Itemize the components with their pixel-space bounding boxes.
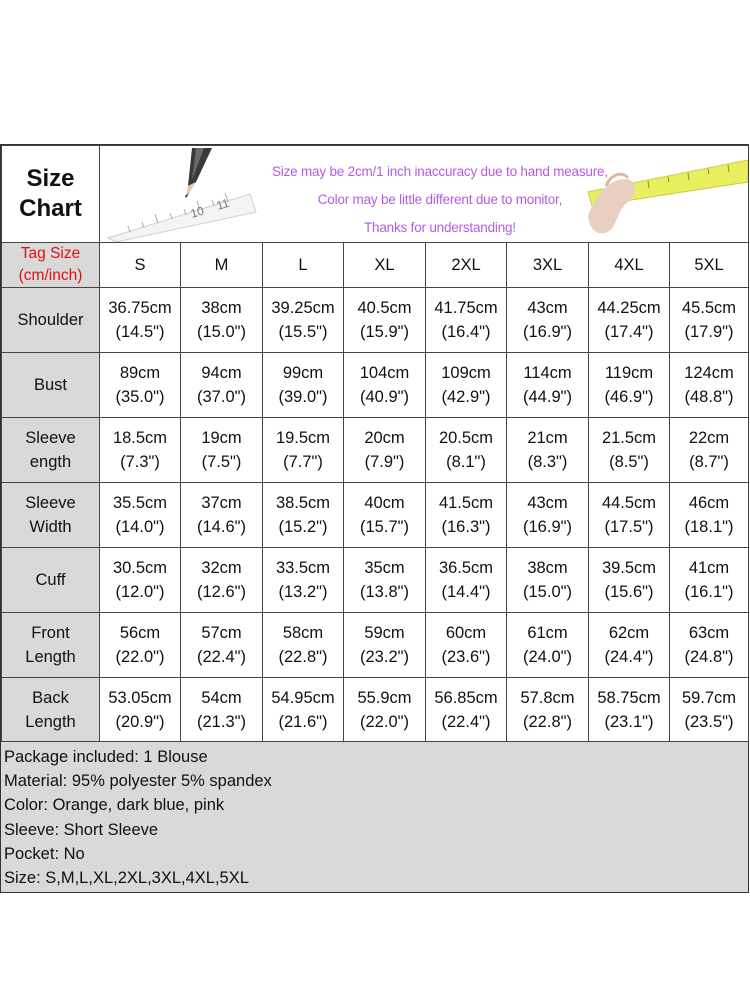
- measurement-cell: [589, 353, 670, 418]
- value-inch: (17.5"): [604, 518, 654, 536]
- value-cm: 39.25cm: [271, 299, 335, 317]
- pencil-ruler-icon: [100, 146, 270, 242]
- value-cm: 21.5cm: [601, 429, 657, 447]
- value-inch: (22.4"): [441, 713, 491, 731]
- measurement-cell: [181, 353, 263, 418]
- size-header-xl: XL: [344, 243, 426, 288]
- value-cm: 109cm: [441, 364, 491, 382]
- measurement-cell: [507, 613, 589, 678]
- measurement-cell: [507, 548, 589, 613]
- value-cm: 63cm: [688, 624, 730, 642]
- measurement-cell: [670, 288, 749, 353]
- value-inch: (15.9"): [360, 323, 409, 341]
- row-label: [2, 613, 100, 678]
- value-inch: (22.8"): [523, 713, 572, 731]
- value-inch: (39.0"): [278, 388, 328, 406]
- value-inch: (44.9"): [523, 388, 572, 406]
- value-cm: 19cm: [201, 429, 242, 447]
- value-inch: (14.0"): [115, 518, 165, 536]
- value-inch: (15.0"): [197, 323, 246, 341]
- measurement-cell: [344, 613, 426, 678]
- value-cm: 59cm: [364, 624, 405, 642]
- value-inch: (8.5"): [609, 453, 649, 471]
- value-cm: 56.85cm: [434, 689, 498, 707]
- value-cm: 104cm: [359, 364, 410, 382]
- value-inch: (46.9"): [604, 388, 654, 406]
- value-cm: 57cm: [201, 624, 242, 642]
- value-inch: (7.5"): [201, 453, 242, 471]
- row-label-line: Cuff: [35, 571, 66, 589]
- row-label-line: ength: [29, 453, 72, 471]
- value-inch: (7.3"): [120, 453, 160, 471]
- measurement-cell: [263, 678, 344, 743]
- value-cm: 58cm: [282, 624, 324, 642]
- measurement-cell: [181, 288, 263, 353]
- value-inch: (13.8"): [360, 583, 409, 601]
- value-cm: 62cm: [608, 624, 650, 642]
- value-inch: (12.6"): [197, 583, 246, 601]
- measurement-cell: [263, 548, 344, 613]
- value-inch: (13.2"): [278, 583, 328, 601]
- measurement-cell: [344, 483, 426, 548]
- measurement-cell: [100, 288, 181, 353]
- measurement-row: [2, 418, 749, 483]
- info-package: Package included: 1 Blouse: [4, 748, 208, 766]
- row-label: [2, 288, 100, 353]
- value-cm: 54cm: [201, 689, 242, 707]
- measurement-cell: [263, 613, 344, 678]
- value-inch: (16.3"): [441, 518, 491, 536]
- measurement-row: [2, 483, 749, 548]
- measurement-cell: [344, 353, 426, 418]
- row-label-line: Width: [29, 518, 72, 536]
- value-cm: 20.5cm: [438, 429, 494, 447]
- value-cm: 36.75cm: [108, 299, 172, 317]
- measurement-row: [2, 548, 749, 613]
- value-inch: (15.0"): [523, 583, 572, 601]
- measurement-cell: [670, 483, 749, 548]
- value-cm: 57.8cm: [520, 689, 575, 707]
- size-header-2xl: 2XL: [426, 243, 507, 288]
- value-cm: 58.75cm: [597, 689, 661, 707]
- value-inch: (17.9"): [684, 323, 734, 341]
- value-inch: (37.0"): [197, 388, 246, 406]
- value-inch: (14.6"): [197, 518, 246, 536]
- size-header-s: S: [100, 243, 181, 288]
- value-cm: 36.5cm: [438, 559, 494, 577]
- value-cm: 21cm: [527, 429, 568, 447]
- measurement-cell: [100, 613, 181, 678]
- measurement-cell: [507, 678, 589, 743]
- value-cm: 94cm: [201, 364, 242, 382]
- tape-measure-hand-icon: [578, 146, 748, 242]
- value-inch: (7.9"): [364, 453, 405, 471]
- row-label: [2, 418, 100, 483]
- measurement-cell: [181, 483, 263, 548]
- row-label: [2, 353, 100, 418]
- note-line-3: Thanks for understanding!: [364, 220, 516, 235]
- value-inch: (22.0"): [360, 713, 409, 731]
- value-inch: (16.4"): [441, 323, 491, 341]
- value-cm: 18.5cm: [112, 429, 168, 447]
- value-cm: 119cm: [604, 364, 654, 382]
- info-size: Size: S,M,L,XL,2XL,3XL,4XL,5XL: [4, 869, 249, 888]
- value-inch: (35.0"): [115, 388, 165, 406]
- value-cm: 38.5cm: [275, 494, 331, 512]
- value-inch: (22.8"): [278, 648, 328, 666]
- value-inch: (8.1"): [446, 453, 486, 471]
- measurement-cell: [507, 483, 589, 548]
- measurement-cell: [100, 678, 181, 743]
- size-header-l: L: [263, 243, 344, 288]
- measurement-cell: [589, 613, 670, 678]
- measurement-cell: [670, 678, 749, 743]
- value-inch: (20.9"): [115, 713, 165, 731]
- note-line-2: Color may be little different due to monitor,: [317, 192, 563, 207]
- value-inch: (8.3"): [527, 453, 568, 471]
- ruler-mark-10: 10: [188, 203, 206, 221]
- value-cm: 124cm: [684, 364, 734, 382]
- row-label-line: Front: [31, 624, 70, 642]
- banner: [100, 146, 749, 243]
- measurement-row: [2, 353, 749, 418]
- value-cm: 59.7cm: [681, 689, 737, 707]
- info-sleeve: Sleeve: Short Sleeve: [4, 820, 159, 839]
- value-cm: 20cm: [364, 429, 405, 447]
- value-cm: 45.5cm: [681, 299, 737, 317]
- measurement-cell: [263, 418, 344, 483]
- measurement-cell: [589, 678, 670, 743]
- value-cm: 41.75cm: [434, 299, 498, 317]
- banner-notes: [272, 158, 608, 242]
- value-inch: (15.7"): [360, 518, 409, 536]
- row-label-line: Shoulder: [17, 311, 84, 329]
- value-inch: (7.7"): [283, 453, 323, 471]
- measurement-cell: [344, 678, 426, 743]
- value-inch: (24.0"): [523, 648, 572, 666]
- value-cm: 35cm: [364, 559, 405, 577]
- value-inch: (17.4"): [604, 323, 654, 341]
- value-inch: (15.6"): [604, 583, 654, 601]
- row-label: [2, 548, 100, 613]
- value-inch: (23.1"): [604, 713, 654, 731]
- chart-title-line1: Size: [26, 165, 75, 192]
- value-cm: 99cm: [282, 364, 324, 382]
- value-cm: 41.5cm: [438, 494, 494, 512]
- measurement-cell: [100, 353, 181, 418]
- row-label-line: Length: [25, 648, 76, 666]
- measurement-cell: [589, 483, 670, 548]
- measurement-cell: [263, 288, 344, 353]
- measurement-cell: [344, 288, 426, 353]
- size-header-5xl: 5XL: [670, 243, 749, 288]
- value-inch: (40.9"): [360, 388, 409, 406]
- value-cm: 22cm: [688, 429, 730, 447]
- value-cm: 54.95cm: [271, 689, 335, 707]
- size-header-3xl: 3XL: [507, 243, 589, 288]
- measurement-cell: [426, 678, 507, 743]
- row-label-line: Sleeve: [25, 429, 76, 447]
- row-label-line: Sleeve: [25, 494, 76, 512]
- measurement-cell: [589, 548, 670, 613]
- measurement-row: [2, 678, 749, 743]
- row-label-line: Back: [32, 689, 69, 707]
- measurement-cell: [181, 548, 263, 613]
- value-cm: 44.25cm: [597, 299, 661, 317]
- info-pocket: Pocket: No: [4, 844, 85, 863]
- size-chart: [0, 144, 749, 893]
- value-inch: (21.6"): [278, 713, 328, 731]
- size-row: [2, 243, 749, 288]
- value-inch: (16.1"): [684, 583, 734, 601]
- measurement-cell: [426, 613, 507, 678]
- value-cm: 40cm: [364, 494, 405, 512]
- value-cm: 55.9cm: [357, 689, 412, 707]
- value-inch: (14.5"): [115, 323, 165, 341]
- note-line-1: Size may be 2cm/1 inch inaccuracy due to hand measure,: [272, 164, 608, 179]
- value-cm: 89cm: [119, 364, 161, 382]
- value-cm: 38cm: [527, 559, 568, 577]
- value-inch: (18.1"): [684, 518, 734, 536]
- value-cm: 114cm: [523, 364, 572, 382]
- measurement-cell: [344, 548, 426, 613]
- value-cm: 60cm: [445, 624, 487, 642]
- value-cm: 19.5cm: [275, 429, 331, 447]
- product-info: [1, 741, 748, 892]
- value-inch: (48.8"): [684, 388, 734, 406]
- measurement-cell: [263, 483, 344, 548]
- value-cm: 30.5cm: [112, 559, 168, 577]
- header-row: [2, 146, 749, 243]
- size-table: [1, 145, 749, 743]
- measurement-cell: [670, 613, 749, 678]
- measurement-cell: [100, 418, 181, 483]
- value-inch: (15.2"): [278, 518, 328, 536]
- row-label-line: Bust: [33, 376, 68, 394]
- value-inch: (24.4"): [604, 648, 654, 666]
- measurement-cell: [100, 483, 181, 548]
- value-inch: (21.3"): [197, 713, 246, 731]
- value-cm: 41cm: [688, 559, 730, 577]
- value-cm: 61cm: [527, 624, 568, 642]
- measurement-cell: [589, 418, 670, 483]
- chart-title: [2, 146, 100, 243]
- row-label-line: Length: [25, 713, 76, 731]
- measurement-cell: [181, 678, 263, 743]
- size-header-4xl: 4XL: [589, 243, 670, 288]
- value-inch: (23.5"): [684, 713, 734, 731]
- info-color: Color: Orange, dark blue, pink: [4, 796, 225, 815]
- measurement-cell: [507, 288, 589, 353]
- value-inch: (23.6"): [441, 648, 491, 666]
- measurement-cell: [589, 288, 670, 353]
- measurement-cell: [263, 353, 344, 418]
- measurement-cell: [426, 418, 507, 483]
- value-cm: 32cm: [201, 559, 242, 577]
- value-cm: 37cm: [201, 494, 242, 512]
- measurement-cell: [670, 418, 749, 483]
- value-cm: 40.5cm: [357, 299, 412, 317]
- measurement-cell: [426, 548, 507, 613]
- value-inch: (23.2"): [360, 648, 409, 666]
- value-inch: (12.0"): [115, 583, 165, 601]
- measurement-cell: [670, 353, 749, 418]
- value-cm: 44.5cm: [601, 494, 657, 512]
- value-cm: 38cm: [201, 299, 242, 317]
- measurement-row: [2, 613, 749, 678]
- measurement-cell: [426, 483, 507, 548]
- measurement-cell: [670, 548, 749, 613]
- value-cm: 43cm: [527, 494, 568, 512]
- value-inch: (8.7"): [689, 453, 729, 471]
- info-material: Material: 95% polyester 5% spandex: [4, 772, 272, 791]
- measurement-row: [2, 288, 749, 353]
- measurement-cell: [426, 288, 507, 353]
- value-inch: (16.9"): [523, 518, 572, 536]
- measurement-cell: [507, 353, 589, 418]
- value-cm: 33.5cm: [275, 559, 331, 577]
- measurement-cell: [181, 613, 263, 678]
- value-inch: (22.4"): [197, 648, 246, 666]
- row-label: [2, 483, 100, 548]
- size-header-m: M: [181, 243, 263, 288]
- value-inch: (15.5"): [278, 323, 328, 341]
- value-cm: 39.5cm: [601, 559, 657, 577]
- measurement-cell: [507, 418, 589, 483]
- value-cm: 35.5cm: [112, 494, 168, 512]
- value-cm: 46cm: [688, 494, 730, 512]
- ruler-mark-11: 11: [214, 195, 231, 213]
- value-inch: (14.4"): [441, 583, 491, 601]
- value-inch: (22.0"): [115, 648, 165, 666]
- measurement-cell: [181, 418, 263, 483]
- value-inch: (24.8"): [684, 648, 734, 666]
- value-cm: 56cm: [119, 624, 161, 642]
- measurement-cell: [426, 353, 507, 418]
- value-cm: 53.05cm: [108, 689, 172, 707]
- value-inch: (16.9"): [523, 323, 572, 341]
- value-inch: (42.9"): [441, 388, 491, 406]
- row-label: [2, 678, 100, 743]
- value-cm: 43cm: [527, 299, 568, 317]
- chart-title-line2: Chart: [19, 195, 82, 222]
- tag-size-label: Tag Size (cm/inch): [2, 243, 100, 288]
- measurement-cell: [100, 548, 181, 613]
- measurement-cell: [344, 418, 426, 483]
